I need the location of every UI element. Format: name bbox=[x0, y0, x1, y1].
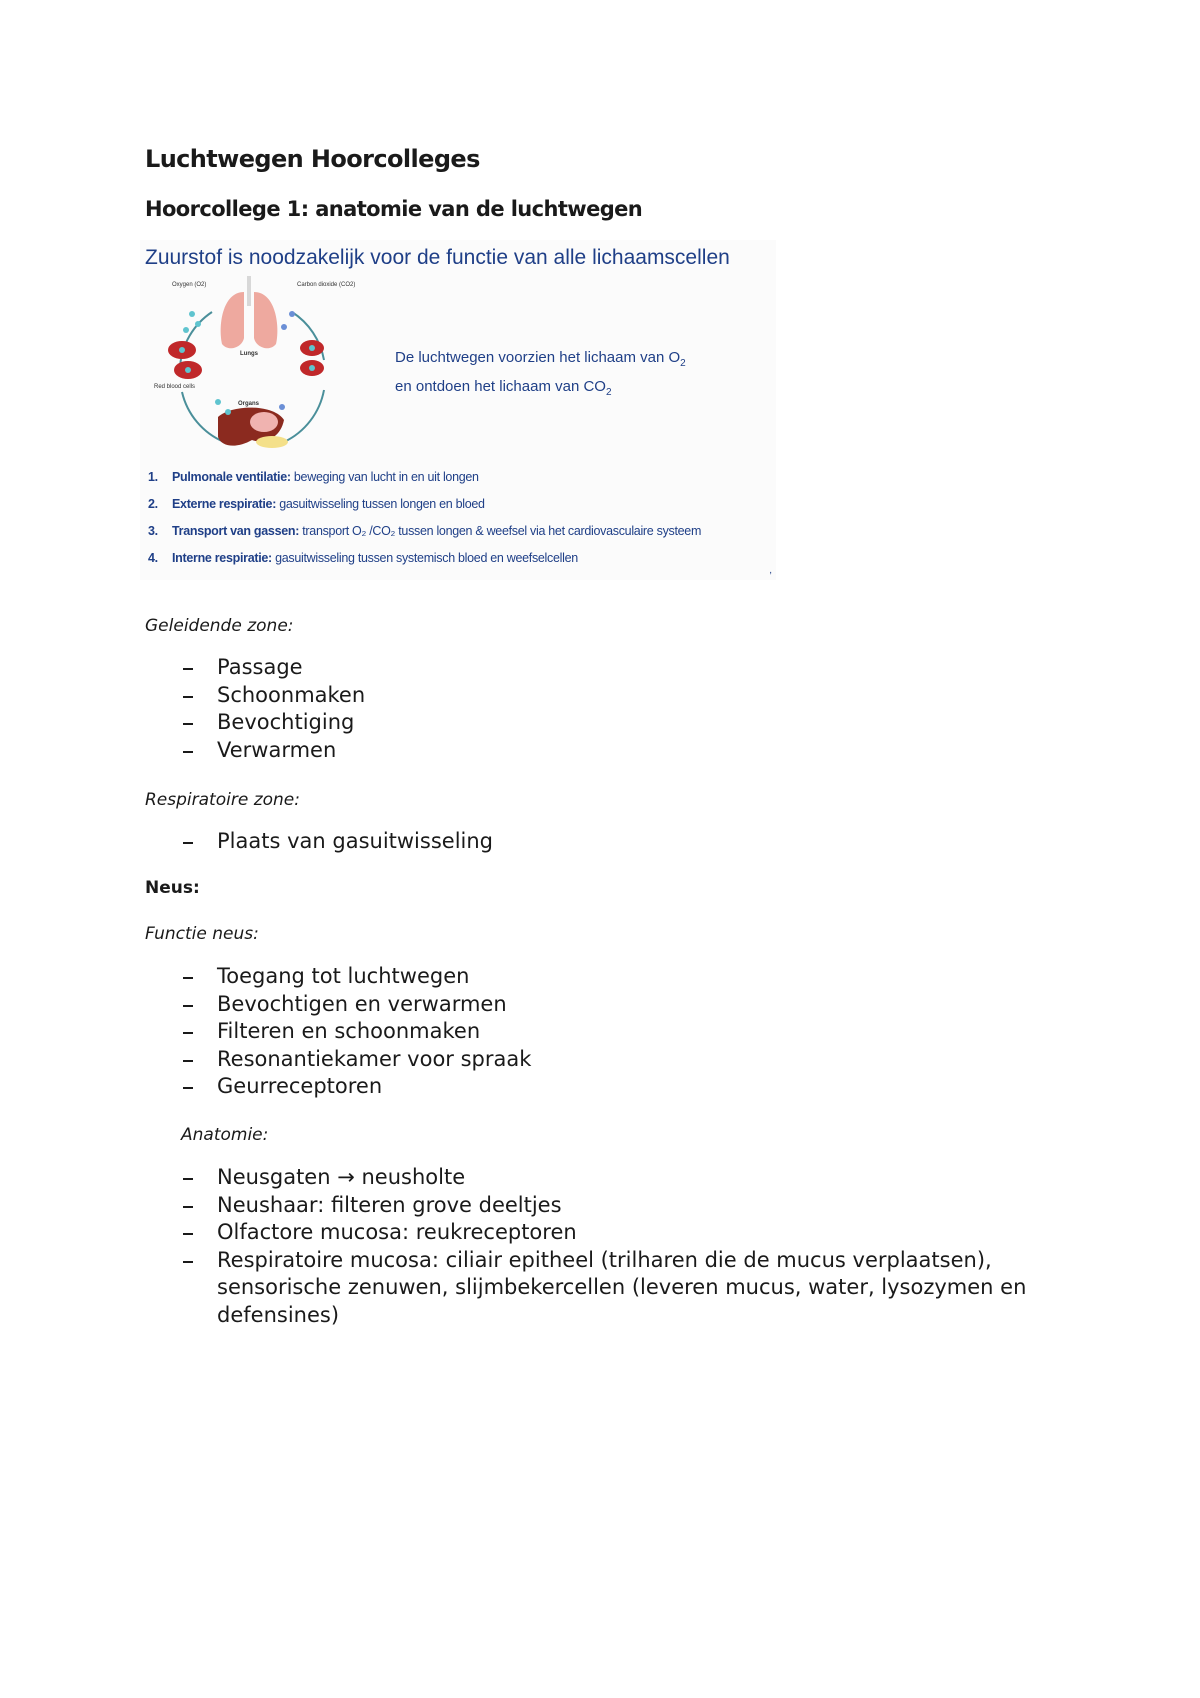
list-item: Neusgaten → neusholte bbox=[180, 1164, 1057, 1192]
slide-footer-mark: , bbox=[769, 565, 772, 576]
label-lungs: Lungs bbox=[240, 351, 258, 357]
slide-summary bbox=[395, 346, 686, 404]
list-item: Filteren en schoonmaken bbox=[180, 1018, 1057, 1046]
list-item: Bevochtiging bbox=[180, 709, 1057, 737]
slide-step: 1. Pulmonale ventilatie: beweging van lucht in en uit longen bbox=[148, 470, 479, 484]
list-item: Olfactore mucosa: reukreceptoren bbox=[180, 1219, 1057, 1247]
slide-respiration-steps bbox=[148, 470, 701, 578]
anatomie-label: Anatomie: bbox=[181, 1125, 269, 1145]
slide-step: 2. Externe respiratie: gasuitwisseling tussen longen en bloed bbox=[148, 497, 485, 511]
document-title: Luchtwegen Hoorcolleges bbox=[145, 145, 480, 173]
lecture-heading: Hoorcollege 1: anatomie van de luchtwegen bbox=[145, 197, 643, 221]
label-oxygen: Oxygen (O2) bbox=[172, 282, 207, 288]
list-item: Geurreceptoren bbox=[180, 1073, 1057, 1101]
functie-neus-list bbox=[180, 963, 1057, 1101]
respiratoire-zone-list bbox=[180, 828, 1057, 856]
slide-title: Zuurstof is noodzakelijk voor de functie van alle lichaamscellen bbox=[145, 246, 730, 269]
anatomie-list bbox=[180, 1164, 1057, 1330]
geleidende-zone-label: Geleidende zone: bbox=[145, 616, 294, 636]
list-item: Resonantiekamer voor spraak bbox=[180, 1046, 1057, 1074]
list-item: Bevochtigen en verwarmen bbox=[180, 991, 1057, 1019]
label-carbon-dioxide: Carbon dioxide (CO2) bbox=[297, 282, 356, 288]
slide-step: 4. Interne respiratie: gasuitwisseling tussen systemisch bloed en weefselcellen bbox=[148, 551, 578, 565]
slide-step: 3. Transport van gassen: transport O₂ /CO₂ tussen longen & weefsel via het cardiovasculaire systeem bbox=[148, 524, 702, 538]
neus-heading: Neus: bbox=[145, 878, 200, 898]
list-item: Toegang tot luchtwegen bbox=[180, 963, 1057, 991]
respiratoire-zone-label: Respiratoire zone: bbox=[145, 790, 300, 810]
list-item: Respiratoire mucosa: ciliair epitheel (trilharen die de mucus verplaatsen), sensorische zenuwen, slijmbekercellen (leveren mucus, water, lysozymen en defensines) bbox=[180, 1247, 1057, 1330]
label-red-blood-cells: Red blood cells bbox=[154, 384, 196, 390]
geleidende-zone-list bbox=[180, 654, 1057, 764]
functie-neus-label: Functie neus: bbox=[145, 924, 259, 944]
list-item: Passage bbox=[180, 654, 1057, 682]
list-item: Neushaar: filteren grove deeltjes bbox=[180, 1192, 1057, 1220]
label-organs: Organs bbox=[238, 401, 260, 407]
slide-summary-line2: en ontdoen het lichaam van $CO_2$ bbox=[395, 378, 612, 398]
slide-summary-line1: De luchtwegen voorzien het lichaam van $O_2$ bbox=[395, 349, 686, 369]
list-item: Verwarmen bbox=[180, 737, 1057, 765]
list-item: Plaats van gasuitwisseling bbox=[180, 828, 1057, 856]
list-item: Schoonmaken bbox=[180, 682, 1057, 710]
lecture-slide-image bbox=[140, 240, 776, 580]
oxygen-cycle-diagram bbox=[152, 272, 356, 460]
